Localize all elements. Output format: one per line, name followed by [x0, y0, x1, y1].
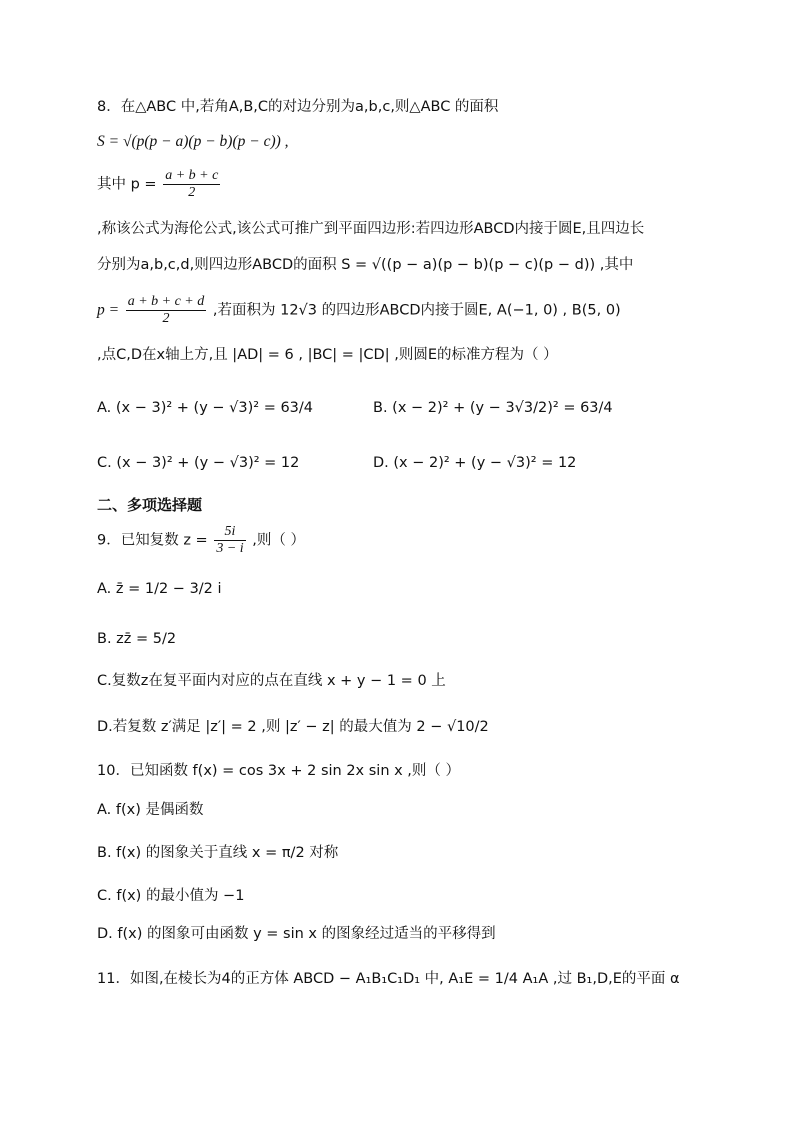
q8-line4: ,称该公式为海伦公式,该公式可推广到平面四边形:若四边形ABCD内接于圆E,且四边长 [97, 221, 645, 237]
q9-option-c[interactable]: C.复数z在复平面内对应的点在直线 x + y − 1 = 0 上 [97, 673, 446, 689]
q10-option-a[interactable]: A. f(x) 是偶函数 [97, 802, 204, 818]
q9-option-a[interactable]: A. z̄ = 1/2 − 3/2 i [97, 581, 222, 597]
q9-option-b[interactable]: B. zz̄ = 5/2 [97, 631, 177, 647]
q9-z-fraction [214, 524, 245, 557]
q8-line6 [97, 294, 734, 327]
q8-p-fraction [163, 168, 220, 201]
q8-p2-suffix: ,若面积为 12√3 的四边形ABCD内接于圆E, A(−1, 0) , B(5, 0) [212, 302, 621, 319]
q9-z-numerator: 5i [214, 524, 245, 541]
q8-heron-formula: S = √(p(p − a)(p − b)(p − c)) , [97, 133, 289, 150]
q9-stem [97, 524, 734, 557]
q9-option-d[interactable]: D.若复数 z′满足 |z′| = 2 ,则 |z′ − z| 的最大值为 2 − √10/2 [97, 719, 489, 735]
q9-z-denominator: 3 − i [216, 541, 244, 556]
q8-p-denominator: 2 [188, 185, 196, 200]
q8-option-a[interactable]: A. (x − 3)² + (y − √3)² = 63/4 [97, 400, 314, 416]
section-heading-multiple-choice: 二、多项选择题 [97, 496, 203, 514]
q8-p-numerator: a + b + c [165, 168, 219, 183]
q8-p2-numerator: a + b + c + d [127, 294, 205, 309]
q10-option-c[interactable]: C. f(x) 的最小值为 −1 [97, 888, 245, 904]
q8-option-c[interactable]: C. (x − 3)² + (y − √3)² = 12 [97, 455, 300, 471]
q9-stem-suffix: ,则（ ） [252, 532, 305, 549]
q8-option-b[interactable]: B. (x − 2)² + (y − 3√3/2)² = 63/4 [373, 400, 613, 416]
q9-stem-prefix: 9．已知复数 z = [97, 532, 208, 549]
q8-p2-fraction [126, 294, 207, 327]
q8-line5: 分别为a,b,c,d,则四边形ABCD的面积 S = √((p − a)(p − b)(p − c)(p − d)) ,其中 [97, 257, 634, 273]
q8-p-prefix: 其中 p = [97, 176, 157, 193]
q11-stem: 11．如图,在棱长为4的正方体 ABCD − A₁B₁C₁D₁ 中, A₁E = 1/4 A₁A ,过 B₁,D,E的平面 α [97, 971, 680, 987]
q8-option-d[interactable]: D. (x − 2)² + (y − √3)² = 12 [373, 455, 577, 471]
q8-p2-denominator: 2 [162, 311, 170, 326]
q10-option-d[interactable]: D. f(x) 的图象可由函数 y = sin x 的图象经过适当的平移得到 [97, 926, 496, 942]
q8-line1: 8．在△ABC 中,若角A,B,C的对边分别为a,b,c,则△ABC 的面积 [97, 99, 499, 115]
q10-option-b[interactable]: B. f(x) 的图象关于直线 x = π/2 对称 [97, 845, 339, 861]
q8-p2-prefix: p = [97, 301, 120, 319]
q8-line7: ,点C,D在x轴上方,且 |AD| = 6 , |BC| = |CD| ,则圆E的标准方程为（ ） [97, 347, 558, 363]
q8-p-definition [97, 168, 734, 201]
q10-stem: 10．已知函数 f(x) = cos 3x + 2 sin 2x sin x ,则（ ） [97, 763, 461, 779]
